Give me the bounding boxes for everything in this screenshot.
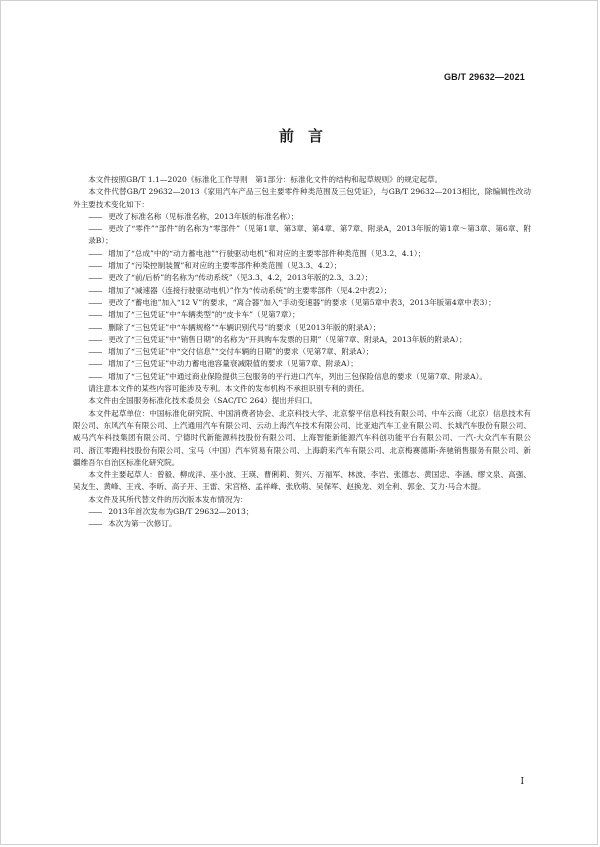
paragraph-patent-notice: 请注意本文件的某些内容可能涉及专利。本文件的发布机构不承担识别专利的责任。 [88, 384, 370, 394]
dash-marker: —— [88, 261, 102, 271]
list-item [73, 285, 531, 297]
dash-marker: —— [88, 224, 102, 234]
dash-marker: —— [88, 347, 102, 357]
list-item-text: 删除了“三包凭证”中“车辆规格”“车辆识别代号”的要求（见2013年版的附录A）； [108, 322, 381, 332]
list-item-text: 更改了“零件”“部件”的名称为“零部件”（见第1章、第3章、第4章、第7章、附录A，2013年版的第1章～第3章、第6章、附录B）； [88, 224, 531, 246]
list-item [73, 272, 531, 284]
paragraph-replacement: 本文件代替GB/T 29632—2013《家用汽车产品三包主要零件种类范围及三包凭证》，与GB/T 29632—2013相比，除编辑性改动外主要技术变化如下： [73, 187, 531, 209]
list-item [73, 309, 531, 321]
dash-marker: —— [88, 371, 102, 381]
paragraph-proposer: 本文件由全国服务标准化技术委员会（SAC/TC 264）提出并归口。 [88, 396, 318, 406]
list-item-text: 更改了标准名称（见标准名称，2013年版的标准名称）； [108, 211, 299, 221]
dash-marker: —— [88, 507, 102, 517]
history-list [73, 506, 531, 531]
list-item [73, 211, 531, 223]
list-item-text: 增加了“三包凭证”中通过商业保险提供三包服务的平行进口汽车，列出三包保险信息的要求（见第7章、附录A）。 [108, 371, 487, 381]
list-item [73, 297, 531, 309]
page-number: I [520, 777, 524, 787]
page-title: 前言 [278, 127, 337, 145]
dash-marker: —— [88, 334, 102, 344]
paragraph-drafting-units: 本文件起草单位：中国标准化研究院、中国消费者协会、北京科技大学、北京黎平信息科技有限公司、中车云商（北京）信息技术有限公司、东风汽车有限公司、上汽通用汽车有限公司、云动上海汽车技术有限公司、比亚迪汽车工业有限公司、长城汽车股份有限公司、威马汽车科技集团有限公司、宁德时代新能源科技股份有限公司、上海智能新能源汽车科创功能平台有限公司、一汽-大众汽车有限公司、浙江零跑科技股份有限公司、宝马（中国）汽车贸易有限公司、上海蔚来汽车有限公司、北京梅赛德斯-奔驰销售服务有限公司、新疆维吾尔自治区标准化研究院。 [73, 408, 531, 467]
paragraph-history-intro: 本文件及其所代替文件的历次版本发布情况为： [88, 494, 248, 504]
preface-body [73, 174, 531, 531]
list-item [73, 223, 531, 248]
dash-marker: —— [88, 359, 102, 369]
dash-marker: —— [88, 285, 102, 295]
list-item [73, 518, 531, 530]
list-item [73, 346, 531, 358]
standard-code: GB/T 29632—2021 [443, 72, 525, 82]
list-item [73, 334, 531, 346]
list-item-text: 更改了“三包凭证”中“销售日期”的名称为“开具购车发票的日期”（见第7章、附录A，2013年版的附录A）； [108, 334, 467, 344]
paragraph-drafting-rules: 本文件按照GB/T 1.1—2020《标准化工作导则 第1部分：标准化文件的结构和起草规则》的规定起草。 [88, 175, 443, 184]
list-item-text: 增加了“三包凭证”中动力蓄电池容量衰减限值的要求（见第7章、附录A）； [108, 359, 358, 369]
list-item-text: 更改了“蓄电池”加入“12 V”的要求，“离合器”加入“手动变速器”的要求（见第5章中表3，2013年版第4章中表3）； [108, 297, 496, 307]
dash-marker: —— [88, 273, 102, 283]
list-item-text: 增加了“三包凭证”中“交付信息”“交付车辆的日期”的要求（见第7章、附录A）； [108, 347, 374, 357]
list-item [73, 506, 531, 518]
changes-list [73, 211, 531, 383]
paragraph-drafters: 本文件主要起草人：曾毅、柳成洋、巫小波、王瑛、曹俐莉、贺兴、万福军、林波、李岩、张德志、黄国忠、李涵、缪文泉、高强、吴友生、黄峰、王戎、李昕、高子开、王雷、宋宫格、孟祥峰、张欣萌、吴保军、赵换龙、刘全利、郭金、艾力·马合木提。 [73, 470, 531, 492]
dash-marker: —— [88, 519, 102, 529]
dash-marker: —— [88, 248, 102, 258]
list-item [73, 248, 531, 260]
list-item-text: 2013年首次发布为GB/T 29632—2013； [108, 507, 254, 517]
list-item-text: 增加了“总成”中的“动力蓄电池”“行驶驱动电机”和对应的主要零部件种类范围（见3.2、4.1）； [108, 248, 426, 258]
list-item-text: 增加了“减速器（连接行驶驱动电机）”作为“传动系统”的主要零部件（见4.2中表2）； [108, 285, 392, 295]
dash-marker: —— [88, 322, 102, 332]
list-item [73, 260, 531, 272]
dash-marker: —— [88, 211, 102, 221]
list-item [73, 371, 531, 383]
dash-marker: —— [88, 297, 102, 307]
list-item-text: 本次为第一次修订。 [108, 519, 177, 529]
list-item [73, 358, 531, 370]
list-item [73, 322, 531, 334]
dash-marker: —— [88, 310, 102, 320]
list-item-text: 增加了“污染控制装置”和对应的主要零部件种类范围（见3.3、4.2）； [108, 261, 342, 271]
list-item-text: 增加了“三包凭证”中“车辆类型”的“皮卡车”（见第7章）； [108, 310, 300, 320]
list-item-text: 更改了“前/后桥”的名称为“传动系统”（见3.3、4.2，2013年版的2.3、3.2）； [108, 273, 373, 283]
